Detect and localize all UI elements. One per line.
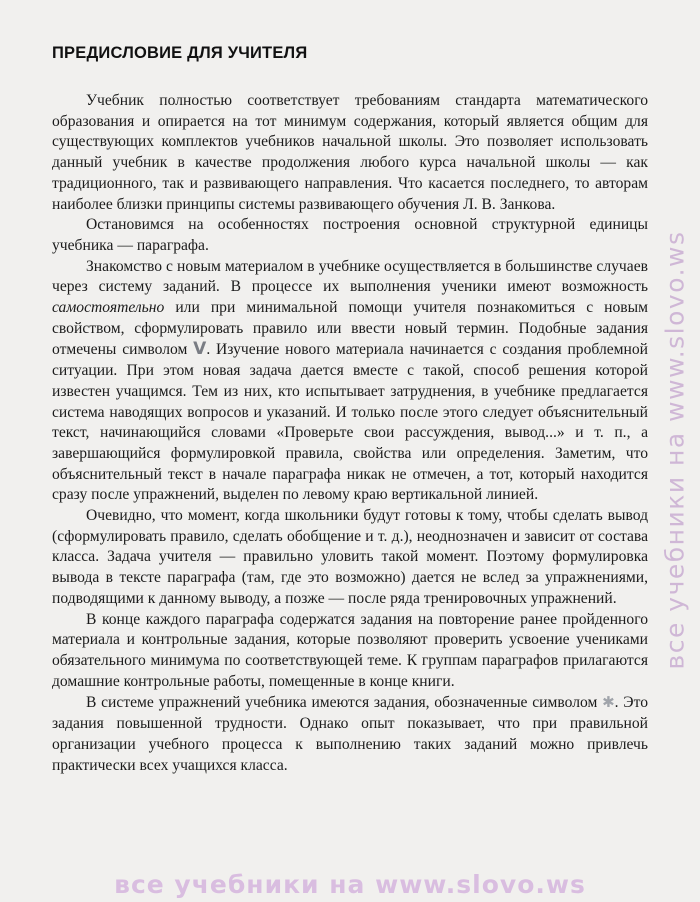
side-watermark: все учебники на www.slovo.ws: [660, 230, 690, 670]
bottom-watermark: все учебники на www.slovo.ws: [114, 870, 586, 899]
paragraph-1: Учебник полностью соответствует требованиям стандарта математического образования и опирается на тот минимум содержания, который является общим для существующих комплектов учебников начальной школы. Это позволяет использовать данный учебник в качестве продолжения любого курса начальной школы — как традиционного, так и развивающего направления. Что касается последнего, то авторам наиболее близки принципы системы развивающего обучения Л. В. Занкова.: [52, 92, 648, 213]
paragraph-6: [52, 692, 648, 776]
paragraph-4: Очевидно, что момент, когда школьники будут готовы к тому, чтобы сделать вывод (сформулировать правило, сделать обобщение и т. д.), неоднозначен и зависит от состава класса. Задача учителя — правильно уловить такой момент. Поэтому формулировка вывода в тексте параграфа (там, где это возможно) дается не вслед за упражнениями, подводящими к данному выводу, а позже — после ряда тренировочных упражнений.: [52, 507, 648, 607]
paragraph-6-part-a: В системе упражнений учебника имеются задания, обозначенные символом: [86, 694, 603, 712]
star-symbol-icon: ✱: [602, 693, 615, 712]
page-title: ПРЕДИСЛОВИЕ ДЛЯ УЧИТЕЛЯ: [52, 44, 308, 62]
paragraph-3-part-b: или при минимальной помощи учителя познакомиться с новым свойством, сформулировать правило или ввести новый термин. Подобные задания отмечены символом: [52, 299, 648, 359]
emphasis-word: самостоятельно: [52, 299, 165, 317]
paragraph-2: Остановимся на особенностях построения основной структурной единицы учебника — параграфа.: [52, 216, 648, 254]
paragraph-3: [52, 257, 648, 506]
check-symbol-icon: V: [193, 339, 207, 360]
paragraph-6-part-b: . Это задания повышенной трудности. Однако опыт показывает, что при правильной организации учебного процесса к выполнению таких заданий можно привлечь практически всех учащихся класса.: [52, 694, 648, 774]
paragraph-5: В конце каждого параграфа содержатся задания на повторение ранее пройденного материала и контрольные задания, которые позволяют проверить усвоение учениками обязательного минимума по соответствующей теме. К группам параграфов прилагаются домашние контрольные работы, помещенные в конце книги.: [52, 610, 648, 690]
paragraph-3-part-c: . Изучение нового материала начинается с создания проблемной ситуации. При этом новая задача дается вместе с такой, способ решения которой известен учащимся. Тем из них, кто испытывает затруднения, в учебнике предлагается система наводящих вопросов и указаний. И только после этого следует объяснительный текст, начинающийся словами «Проверьте свои рассуждения, вывод...» и т. п., а завершающийся формулировкой правила, свойства или определения. Заметим, что объяснительный текст в начале параграфа никак не отмечен, а тот, который находится сразу после упражнений, выделен по левому краю вертикальной линией.: [52, 341, 648, 504]
document-page: [52, 44, 648, 776]
paragraph-3-part-a: Знакомство с новым материалом в учебнике осуществляется в большинстве случаев через систему заданий. В процессе их выполнения ученики имеют возможность: [52, 257, 648, 296]
